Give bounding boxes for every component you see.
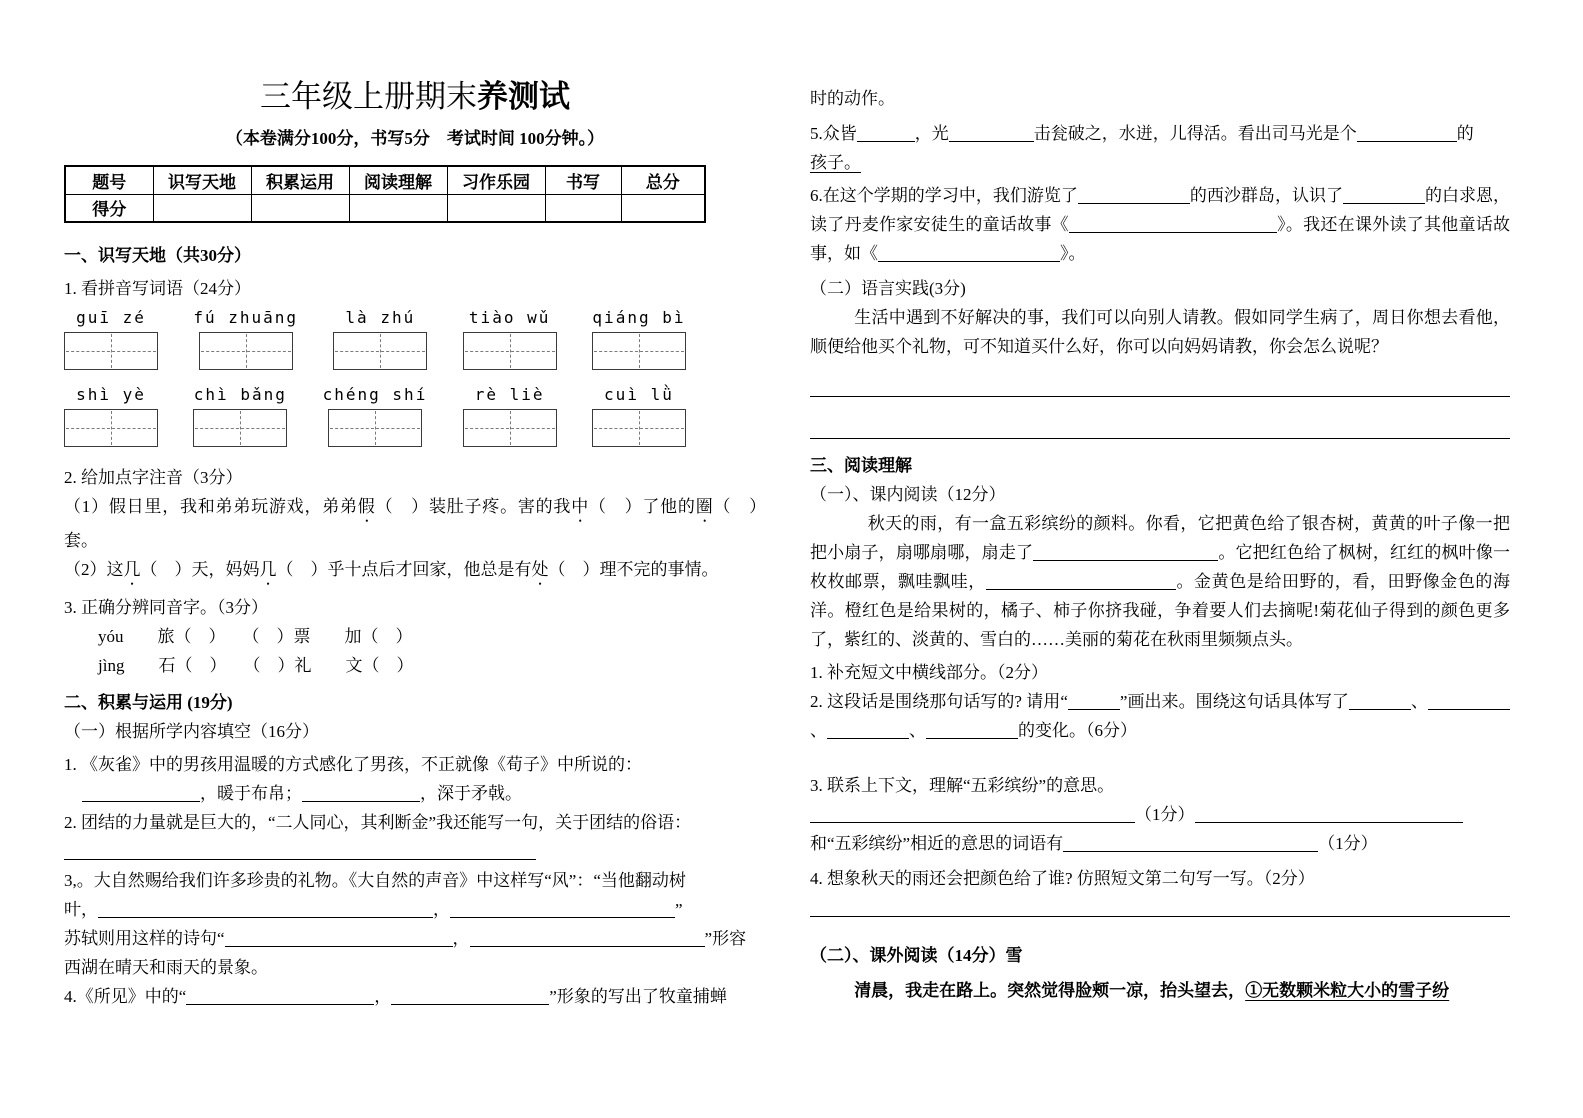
pinyin-group	[333, 307, 427, 370]
right-column	[810, 0, 1510, 1005]
question-3-label: 3. 正确分辨同音字。（3分）	[64, 598, 268, 617]
reading-question-3-line-3: 和“五彩缤纷”相近的意思的词语有 （1分）	[810, 834, 1378, 853]
fill-question-3-line-2: 叶， ， ”	[64, 900, 683, 919]
pinyin-group	[193, 307, 298, 370]
answer-blank	[470, 931, 705, 947]
pinyin-writing-row-2	[64, 384, 686, 447]
emphasized-char: 几	[259, 560, 277, 579]
fill-question-2-answer-line	[64, 837, 766, 866]
writing-box	[64, 409, 158, 447]
pinyin-group	[64, 307, 158, 370]
answer-blank	[1343, 188, 1425, 204]
answer-blank	[225, 931, 453, 947]
answer-blank	[878, 246, 1060, 262]
pinyin-label: chì bǎng	[193, 385, 287, 404]
pinyin-group	[64, 384, 158, 447]
answer-blank	[1069, 217, 1277, 233]
score-table-header-row	[65, 166, 705, 194]
underlined-text: 孩子。	[810, 153, 861, 172]
score-empty-cell	[621, 194, 705, 222]
emphasized-char: 几	[123, 560, 141, 579]
emphasized-char: 圈	[695, 497, 714, 516]
writing-box	[463, 332, 557, 370]
fill-question-1-line-1: 1. 《灰雀》中的男孩用温暖的方式感化了男孩，不正就像《荀子》中所说的：	[64, 755, 642, 774]
score-empty-cell	[251, 194, 349, 222]
pinyin-group	[463, 384, 557, 447]
fill-question-4-continuation: 时的动作。	[810, 89, 895, 108]
writing-box	[592, 332, 686, 370]
pinyin-label: guī zé	[76, 308, 146, 327]
answer-blank	[1349, 694, 1411, 710]
answer-blank	[949, 126, 1034, 142]
exam-subtitle: （本卷满分100分，书写5分 考试时间 100分钟。）	[225, 129, 605, 148]
score-empty-cell	[447, 194, 545, 222]
subsection-2-2-heading: （二）语言实践(3分)	[810, 279, 966, 298]
reading-question-3-score-line: （1分）	[810, 800, 1510, 829]
pinyin-label: qiáng bì	[592, 308, 686, 327]
section-1-heading: 一、识写天地（共30分）	[64, 246, 251, 265]
fill-question-6: 6.在这个学期的学习中，我们游览了 的西沙群岛，认识了 的白求恩，读了丹麦作家安徒生的童话故事《 》。我还在课外读了其他童话故事，如《 》。	[810, 186, 1511, 263]
pinyin-label: rè liè	[474, 385, 545, 404]
reading-question-3-line-1: 3. 联系上下文，理解“五彩缤纷”的意思。	[810, 776, 1115, 795]
score-empty-cell	[349, 194, 447, 222]
subsection-2-1-heading: （一）根据所学内容填空（16分）	[64, 722, 319, 741]
score-header-cell: 书写	[545, 166, 621, 194]
score-header-cell: 识写天地	[153, 166, 251, 194]
question-2-item-2: （2）这几（ ）天，妈妈几（ ）乎十点后才回家，他总是有处（ ）理不完的事情。	[64, 560, 719, 579]
pinyin-group	[323, 384, 428, 447]
question-1-label: 1. 看拼音写词语（24分）	[64, 279, 251, 298]
answer-blank	[302, 786, 420, 802]
fill-question-3-line-3: 苏轼则用这样的诗句“ ， ”形容	[64, 929, 747, 948]
score-empty-cell	[153, 194, 251, 222]
pinyin-group	[193, 384, 287, 447]
fill-question-5-line-2	[810, 148, 1510, 177]
answer-line	[810, 893, 1510, 917]
writing-box	[193, 409, 287, 447]
score-header-cell: 总分	[621, 166, 705, 194]
score-table	[64, 165, 706, 223]
pinyin-group	[592, 307, 686, 370]
answer-blank	[1357, 126, 1457, 142]
left-column	[64, 0, 766, 1011]
answer-blank	[1068, 694, 1120, 710]
section-3-heading: 三、阅读理解	[810, 456, 912, 475]
emphasized-char: 假	[357, 497, 376, 516]
answer-blank	[1195, 807, 1463, 823]
answer-blank	[810, 807, 1135, 823]
reading-question-4: 4. 想象秋天的雨还会把颜色给了谁? 仿照短文第二句写一写。（2分）	[810, 869, 1315, 888]
score-header-cell: 积累运用	[251, 166, 349, 194]
homophone-row-1: yóu 旅（ ） （ ）票 加（ ）	[98, 627, 413, 646]
pinyin-label: fú zhuāng	[193, 308, 299, 327]
reading-question-2: 2. 这段话是围绕那句话写的? 请用“ ”画出来。围绕这句话具体写了 、、 、 的变化。（6分）	[810, 687, 1510, 745]
pinyin-writing-row-1	[64, 307, 686, 370]
fill-question-4: 4.《所见》中的“ ， ”形象的写出了牧童捕蝉	[64, 987, 727, 1006]
answer-blank	[98, 902, 433, 918]
answer-blank	[926, 723, 1018, 739]
answer-blank	[82, 786, 200, 802]
pinyin-label: là zhú	[345, 308, 416, 327]
subsection-3-1-heading: （一）、课内阅读（12分）	[810, 485, 1006, 504]
writing-box	[333, 332, 427, 370]
answer-blank	[827, 723, 909, 739]
pinyin-label: tiào wǔ	[468, 308, 551, 327]
answer-blank	[186, 989, 374, 1005]
question-2-label: 2. 给加点字注音（3分）	[64, 468, 243, 487]
fill-question-3-line-4: 西湖在晴天和雨天的景象。	[64, 958, 268, 977]
exam-title-text: 三年级上册期末	[260, 79, 477, 114]
writing-box	[199, 332, 293, 370]
answer-blank	[1078, 188, 1190, 204]
exam-title-bold-text: 养测试	[477, 79, 570, 114]
score-header-cell: 阅读理解	[349, 166, 447, 194]
answer-blank	[857, 126, 915, 142]
answer-blank	[64, 844, 536, 860]
emphasized-char: 中	[571, 497, 589, 516]
question-2-item-1: （1）假日里，我和弟弟玩游戏，弟弟假（ ）装肚子疼。害的我中（ ）了他的圈（ ）套。	[64, 497, 767, 550]
score-table-score-row	[65, 194, 705, 222]
reading-question-1: 1. 补充短文中横线部分。（2分）	[810, 663, 1048, 682]
fill-question-1-line-2: ，暖于布帛； ，深于矛戟。	[64, 779, 766, 808]
pinyin-group	[463, 307, 557, 370]
answer-blank	[1033, 545, 1218, 561]
snow-passage: 清晨，我走在路上。突然觉得脸颊一凉，抬头望去，①无数颗米粒大小的雪子纷	[854, 981, 1450, 1000]
pinyin-group	[592, 384, 686, 447]
homophone-row-2: jìng 石（ ） （ ）礼 文（ ）	[98, 656, 414, 675]
answer-blank	[986, 574, 1176, 590]
section-2-heading: 二、积累与运用 (19分)	[64, 693, 233, 712]
writing-box	[328, 409, 422, 447]
fill-question-3-line-1: 3,。大自然赐给我们许多珍贵的礼物。《大自然的声音》中这样写“风”：“当他翻动树	[64, 871, 686, 890]
pinyin-label: cuì lǜ	[604, 385, 674, 404]
fill-question-5: 5.众皆 ，光 击瓮破之，水迸，儿得活。看出司马光是个 的	[810, 124, 1474, 143]
pinyin-label: shì yè	[76, 385, 146, 404]
emphasized-char: 处	[531, 560, 549, 579]
score-header-cell: 习作乐园	[447, 166, 545, 194]
subsection-3-2-heading: （二）、课外阅读（14分）雪	[810, 946, 1023, 965]
answer-line	[810, 397, 1510, 439]
answer-blank	[450, 902, 675, 918]
exam-title	[64, 78, 766, 116]
writing-box	[592, 409, 686, 447]
score-header-cell: 题号	[65, 166, 153, 194]
answer-blank	[1063, 836, 1318, 852]
answer-blank	[391, 989, 549, 1005]
answer-blank	[1428, 694, 1510, 710]
reading-passage: 秋天的雨，有一盒五彩缤纷的颜料。你看，它把黄色给了银杏树，黄黄的叶子像一把把小扇子，扇哪扇哪，扇走了 。它把红色给了枫树，红红的枫叶像一枚枚邮票，飘哇飘哇， 。金黄色是给田野的，看，田野像金色的海洋。橙红色是给果树的，橘子、柿子你挤我碰，争着要人们去摘呢!菊花仙子得到的颜色更多了，紫红的、淡黄的、雪白的……美丽的菊花在秋雨里频频点头。	[810, 514, 1511, 649]
answer-line	[810, 361, 1510, 397]
writing-box	[64, 332, 158, 370]
score-empty-cell	[545, 194, 621, 222]
underlined-text: ①无数颗米粒大小的雪子纷	[1245, 981, 1450, 1000]
writing-box	[463, 409, 557, 447]
language-practice-paragraph: 生活中遇到不好解决的事，我们可以向别人请教。假如同学生病了，周日你想去看他，顺便给他买个礼物，可不知道买什么好，你可以向妈妈请教，你会怎么说呢？	[810, 308, 1510, 356]
pinyin-label: chéng shí	[322, 385, 428, 404]
fill-question-2-line-1: 2. 团结的力量就是巨大的，“二人同心，其利断金”我还能写一句，关于团结的俗语：	[64, 813, 692, 832]
score-row-label: 得分	[65, 194, 153, 222]
